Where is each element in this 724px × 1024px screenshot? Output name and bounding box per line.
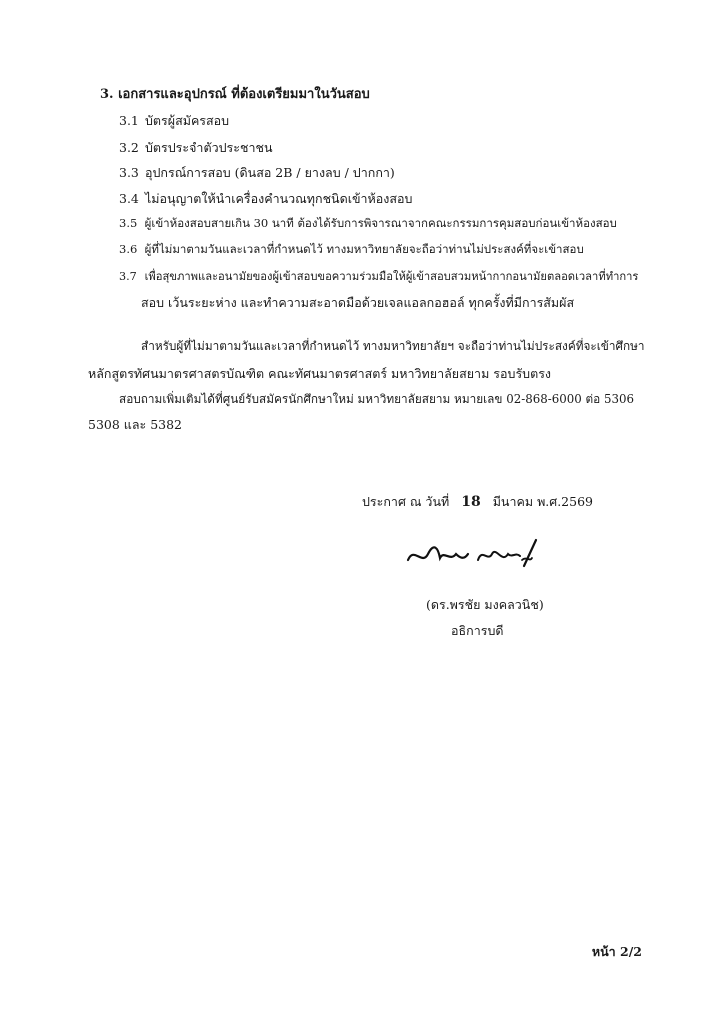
item-text: ผู้เข้าห้องสอบสายเกิน 30 นาที ต้องได้รับการพิจารณาจากคณะกรรมการคุมสอบก่อนเข้าห้องสอบ [144, 216, 617, 230]
contact-line: สอบถามเพิ่มเติมได้ที่ศูนย์รับสมัครนักศึกษาใหม่ มหาวิทยาลัยสยาม หมายเลข 02-868-6000 ต่อ 5306 [119, 392, 635, 406]
announcement-date [362, 492, 593, 512]
item-text: บัตรประจำตัวประชาชน [144, 140, 273, 155]
item-number: 3.7 [119, 270, 137, 283]
item-number: 3.5 [119, 216, 138, 230]
item-text: เพื่อสุขภาพและอนามัยของผู้เข้าสอบขอความร่วมมือให้ผู้เข้าสอบสวมหน้ากากอนามัยตลอดเวลาที่ทำการ [144, 270, 639, 283]
item-text: ไม่อนุญาตให้นำเครื่องคำนวณทุกชนิดเข้าห้องสอบ [144, 191, 413, 206]
item-number: 3.2 [119, 140, 139, 155]
list-item-continuation: สอบ เว้นระยะห่าง และทำความสะอาดมือด้วยเจลแอลกอฮอล์ ทุกครั้งที่มีการสัมผัส [141, 295, 575, 310]
section-heading: 3. เอกสารและอุปกรณ์ ที่ต้องเตรียมมาในวันสอบ [100, 87, 370, 102]
list-item [119, 138, 273, 158]
date-prefix: ประกาศ ณ วันที่ [362, 494, 450, 509]
notice-line: หลักสูตรทัศนมาตรศาสตรบัณฑิต คณะทัศนมาตรศาสตร์ มหาวิทยาลัยสยาม รอบรับตรง [88, 366, 552, 381]
item-text: ผู้ที่ไม่มาตามวันและเวลาที่กำหนดไว้ ทางมหาวิทยาลัยจะถือว่าท่านไม่ประสงค์ที่จะเข้าสอบ [144, 242, 584, 256]
list-item [119, 267, 638, 285]
list-item [119, 189, 412, 209]
item-number: 3.1 [119, 113, 139, 128]
signatory-title: อธิการบดี [451, 623, 504, 638]
item-number: 3.4 [119, 191, 139, 206]
item-number: 3.6 [119, 242, 138, 256]
date-suffix: มีนาคม พ.ศ.2569 [492, 494, 593, 509]
list-item [119, 163, 395, 183]
signatory-name: (ดร.พรชัย มงคลวนิช) [426, 597, 544, 612]
page-number: หน้า 2/2 [591, 944, 642, 959]
item-number: 3.3 [119, 165, 139, 180]
notice-line: สำหรับผู้ที่ไม่มาตามวันและเวลาที่กำหนดไว้ ทางมหาวิทยาลัยฯ จะถือว่าท่านไม่ประสงค์ที่จะเข้าศึกษา [141, 339, 645, 353]
date-day: 18 [461, 494, 481, 510]
contact-line: 5308 และ 5382 [88, 417, 183, 432]
item-text: บัตรผู้สมัครสอบ [144, 113, 230, 128]
item-text: อุปกรณ์การสอบ (ดินสอ 2B / ยางลบ / ปากกา) [144, 165, 395, 180]
list-item [119, 111, 229, 131]
list-item [119, 215, 617, 233]
signature-image [404, 536, 554, 572]
list-item [119, 241, 584, 259]
